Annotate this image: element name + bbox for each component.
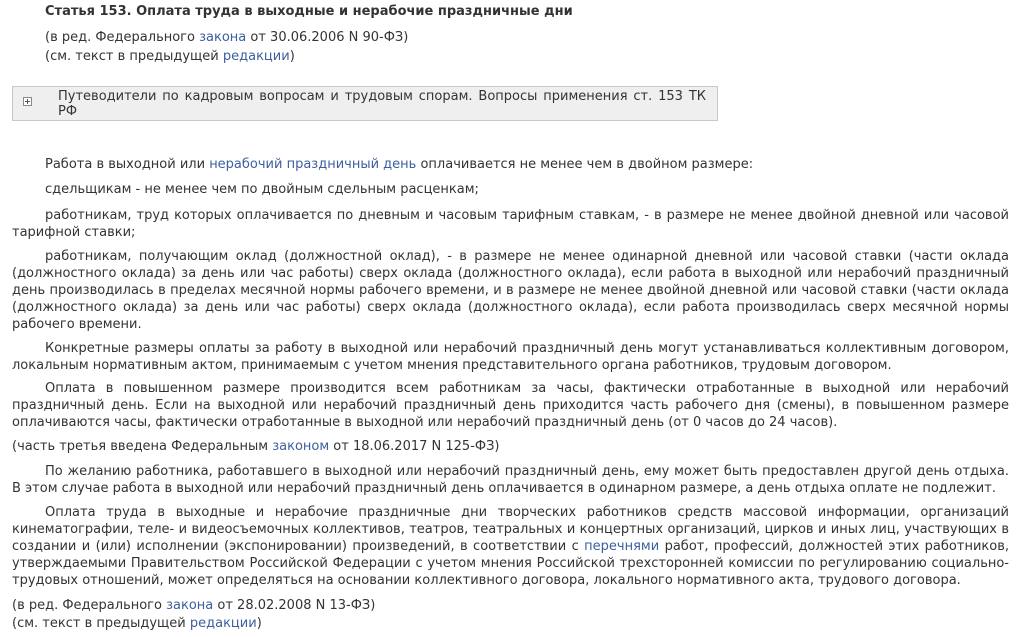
paragraph-6: Оплата в повышенном размере производится всем работникам за часы, фактически отработанные в выходной или нерабочий праздничный день. Если на выходной или нерабочий праздничный день приходится часть рабочего дня (смены), в повышенном размере оплачиваются часы, фактически отработанные в выходной или нерабочий праздничный день (от 0 часов до 24 часов). (12, 381, 1009, 430)
law-link[interactable]: закона (199, 30, 247, 45)
paragraph-4: работникам, получающим оклад (должностной оклад), - в размере не менее одинарной дневной или часовой ставки (части оклада (должностного оклада) за день или час работы) сверх оклада (должностного оклада), если работа в выходной или нерабочий праздничный день производилась в пределах месячной нормы рабочего времени, и в размере не менее двойной дневной или часовой ставки (части оклада (должностного оклада) за день или час работы) сверх оклада (должностного оклада), если работа производилась сверх месячной нормы рабочего времени. (12, 249, 1009, 332)
article-title: Статья 153. Оплата труда в выходные и нерабочие праздничные дни (45, 4, 573, 19)
paragraph-7 (12, 438, 1009, 455)
paragraph-2: сдельщикам - не менее чем по двойным сдельным расценкам; (45, 182, 479, 197)
previous-edition-note (45, 48, 295, 65)
p1-prefix: Работа в выходной или (45, 157, 210, 172)
lists-link[interactable]: перечнями (584, 539, 660, 554)
edition-note (45, 29, 408, 46)
p9-suffix: работ, профессий, должностей этих работников, утверждаемыми Правительством Российской Федерации с учетом мнения Российской трехсторонней комиссии по регулированию социально-трудовых отношений, может определяться на основании коллективного договора, локального нормативного акта, трудового договора. (12, 539, 1009, 588)
p7-prefix: (часть третья введена Федеральным (12, 439, 273, 454)
paragraph-9 (12, 504, 1009, 589)
law-2017-link[interactable]: законом (272, 439, 330, 454)
law-2008-link[interactable]: закона (166, 598, 214, 613)
prev-suffix: ) (289, 49, 295, 64)
expand-plus-icon[interactable] (23, 97, 32, 106)
p7-suffix: от 18.06.2017 N 125-ФЗ) (329, 439, 500, 454)
p10-prefix: (в ред. Федерального (12, 598, 167, 613)
p11-prefix: (см. текст в предыдущей (12, 616, 190, 631)
p9-prefix: Оплата труда в выходные и нерабочие праздничные дни творческих работников средств массовой информации, организаций кинематографии, теле- и видеосъемочных коллективов, театров, театральных и концертных организаций, цирков и иных лиц, участвующих в создании и (или) исполнении (экспонировании) произведений, в соответствии с (12, 505, 1009, 554)
paragraph-11 (12, 615, 1009, 632)
guide-panel[interactable] (12, 86, 718, 121)
previous-edition-link[interactable]: редакции (222, 49, 290, 64)
guide-text[interactable]: Путеводители по кадровым вопросам и трудовым спорам. Вопросы применения ст. 153 ТК РФ (58, 89, 706, 119)
paragraph-10 (12, 597, 1009, 614)
p11-suffix: ) (256, 616, 262, 631)
prev-prefix: (см. текст в предыдущей (45, 49, 223, 64)
edition-suffix: от 30.06.2006 N 90-ФЗ) (246, 30, 409, 45)
paragraph-1 (12, 156, 1009, 173)
previous-edition-link-2[interactable]: редакции (189, 616, 257, 631)
holiday-link[interactable]: нерабочий праздничный день (209, 157, 417, 172)
paragraph-8: По желанию работника, работавшего в выходной или нерабочий праздничный день, ему может быть предоставлен другой день отдыха. В этом случае работа в выходной или нерабочий праздничный день оплачивается в одинарном размере, а день отдыха оплате не подлежит. (12, 464, 1009, 496)
paragraph-5: Конкретные размеры оплаты за работу в выходной или нерабочий праздничный день могут устанавливаться коллективным договором, локальным нормативным актом, принимаемым с учетом мнения представительного органа работников, трудовым договором. (12, 341, 1009, 373)
edition-prefix: (в ред. Федерального (45, 30, 200, 45)
p10-suffix: от 28.02.2008 N 13-ФЗ) (213, 598, 376, 613)
paragraph-3: работникам, труд которых оплачивается по дневным и часовым тарифным ставкам, - в размере не менее двойной дневной или часовой тарифной ставки; (12, 208, 1009, 240)
p1-suffix: оплачивается не менее чем в двойном размере: (416, 157, 754, 172)
